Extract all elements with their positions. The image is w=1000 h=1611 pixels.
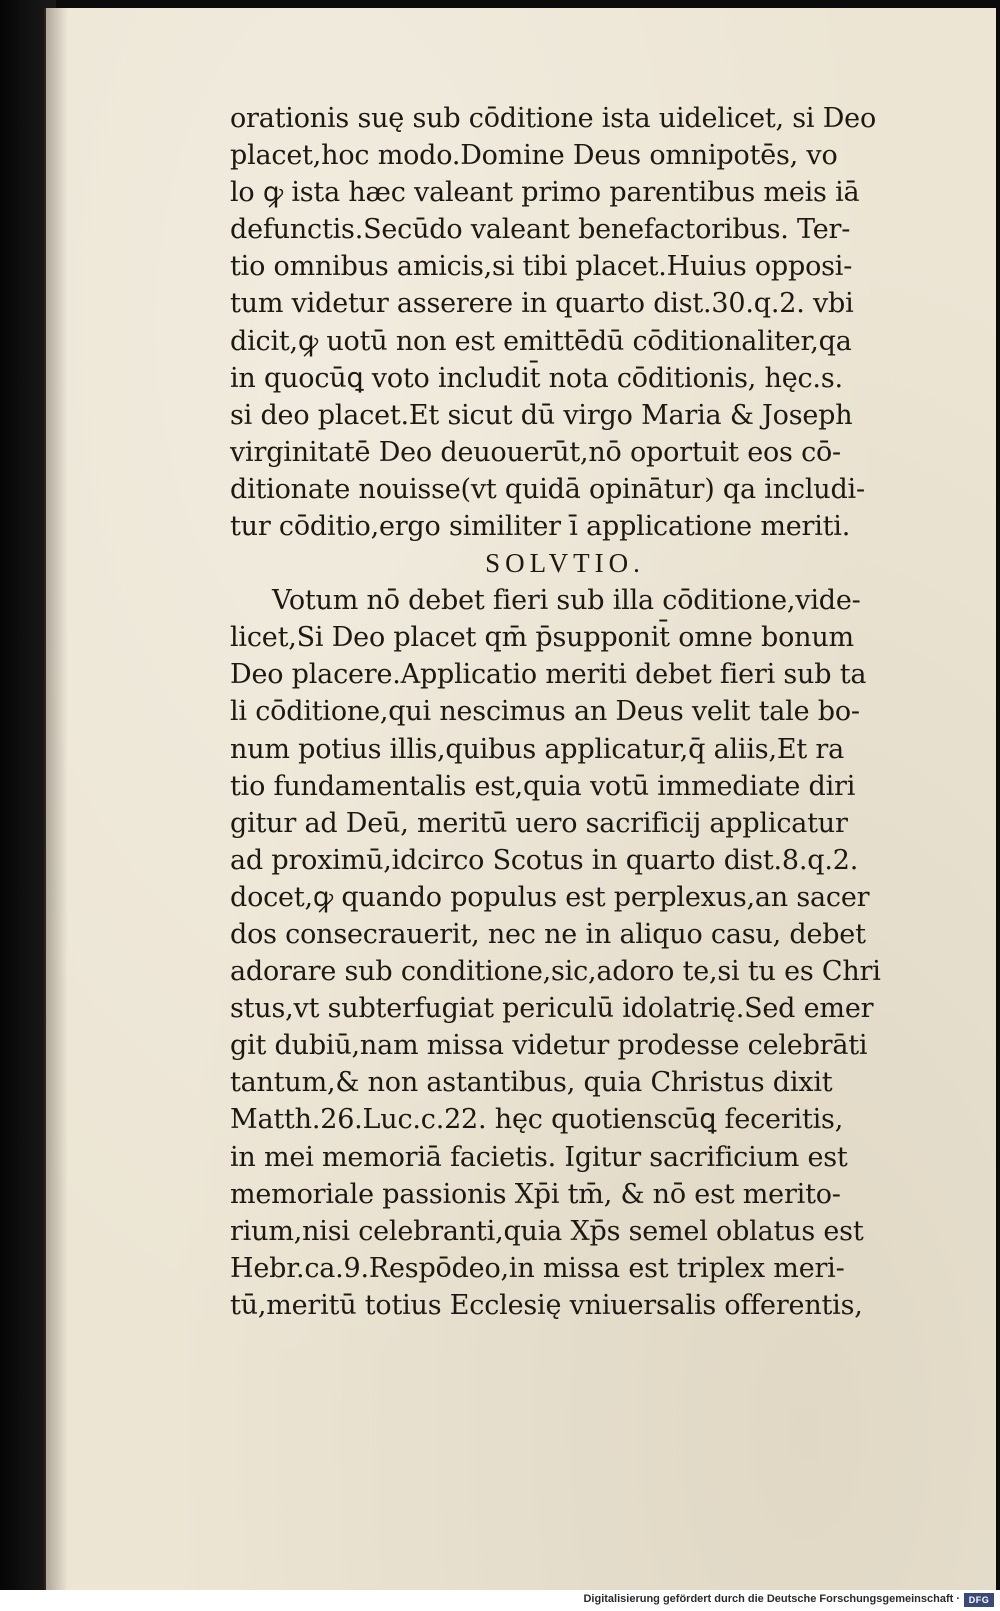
digitization-footer bbox=[0, 1590, 1000, 1611]
text-line: si deo placet.Et sicut dū virgo Maria & Joseph bbox=[230, 399, 853, 431]
text-line: lo ꝙ ista hæc valeant primo parentibus meis iā bbox=[230, 177, 860, 209]
text-line: rium,nisi celebranti,quia Xp̄s semel oblatus est bbox=[230, 1215, 864, 1247]
text-line: adorare sub conditione,sic,adoro te,si tu es Chri bbox=[230, 956, 881, 988]
text-line: orationis suę sub cōditione ista uidelicet, si Deo bbox=[230, 103, 877, 134]
text-line: docet,ꝙ quando populus est perplexus,an sacer bbox=[230, 881, 870, 913]
text-line: defunctis.Secūdo valeant benefactoribus. Ter- bbox=[230, 214, 851, 246]
text-line: dicit,ꝙ uotū non est emittēdū cōditionaliter,qa bbox=[230, 325, 852, 357]
text-line: git dubiū,nam missa videtur prodesse celebrāti bbox=[230, 1030, 868, 1062]
paragraph-first-line: Votum nō debet fieri sub illa cōditione,vide- bbox=[272, 585, 861, 617]
text-line: tantum,& non astantibus, quia Christus dixit bbox=[230, 1067, 833, 1099]
funding-credit: Digitalisierung gefördert durch die Deutsche Forschungsgemeinschaft · bbox=[583, 1593, 960, 1605]
text-line: memoriale passionis Xp̄i tm̄, & nō est merito- bbox=[230, 1178, 841, 1210]
text-line: Deo placere.Applicatio meriti debet fieri sub ta bbox=[230, 659, 867, 691]
text-line: gitur ad Deū, meritū uero sacrificij applicatur bbox=[230, 807, 848, 839]
section-heading: SOLVTIO. bbox=[485, 548, 645, 579]
text-line: in quocūꝗ voto includit̄ nota cōditionis, hęc.s. bbox=[230, 362, 843, 394]
text-line: num potius illis,quibus applicatur,q̄ aliis,Et ra bbox=[230, 733, 844, 765]
text-line: tū,meritū totius Ecclesię vniuersalis offerentis, bbox=[230, 1289, 863, 1321]
text-line: ad proximū,idcirco Scotus in quarto dist.8.q.2. bbox=[230, 844, 859, 876]
text-line: in mei memoriā facietis. Igitur sacrificium est bbox=[230, 1141, 848, 1173]
text-line: Matth.26.Luc.c.22. hęc quotienscūꝗ feceritis, bbox=[230, 1104, 844, 1136]
text-line: licet,Si Deo placet qm̄ p̄supponit̄ omne bonum bbox=[230, 622, 854, 654]
text-line: tur cōditio,ergo similiter ī applicatione meriti. bbox=[230, 511, 851, 543]
page-gutter-shadow bbox=[44, 8, 68, 1590]
text-line: stus,vt subterfugiat periculū idolatrię.Sed emer bbox=[230, 993, 874, 1025]
text-line: li cōditione,qui nescimus an Deus velit tale bo- bbox=[230, 696, 860, 728]
text-line: tio fundamentalis est,quia votū immediate diri bbox=[230, 770, 856, 802]
text-line: ditionate nouisse(vt quidā opinātur) qa includi- bbox=[230, 473, 865, 505]
page-text-block bbox=[230, 100, 900, 1324]
text-line: tio omnibus amicis,si tibi placet.Huius opposi- bbox=[230, 251, 853, 283]
text-line: virginitatē Deo deuouerūt,nō oportuit eos cō- bbox=[230, 436, 841, 468]
text-line: placet,hoc modo.Domine Deus omnipotēs, vo bbox=[230, 140, 838, 172]
dfg-logo-icon: DFG bbox=[964, 1593, 994, 1607]
text-line: dos consecrauerit, nec ne in aliquo casu, debet bbox=[230, 918, 866, 950]
text-line: tum videtur asserere in quarto dist.30.q.2. vbi bbox=[230, 288, 854, 320]
text-line: Hebr.ca.9.Respōdeo,in missa est triplex meri- bbox=[230, 1252, 845, 1284]
